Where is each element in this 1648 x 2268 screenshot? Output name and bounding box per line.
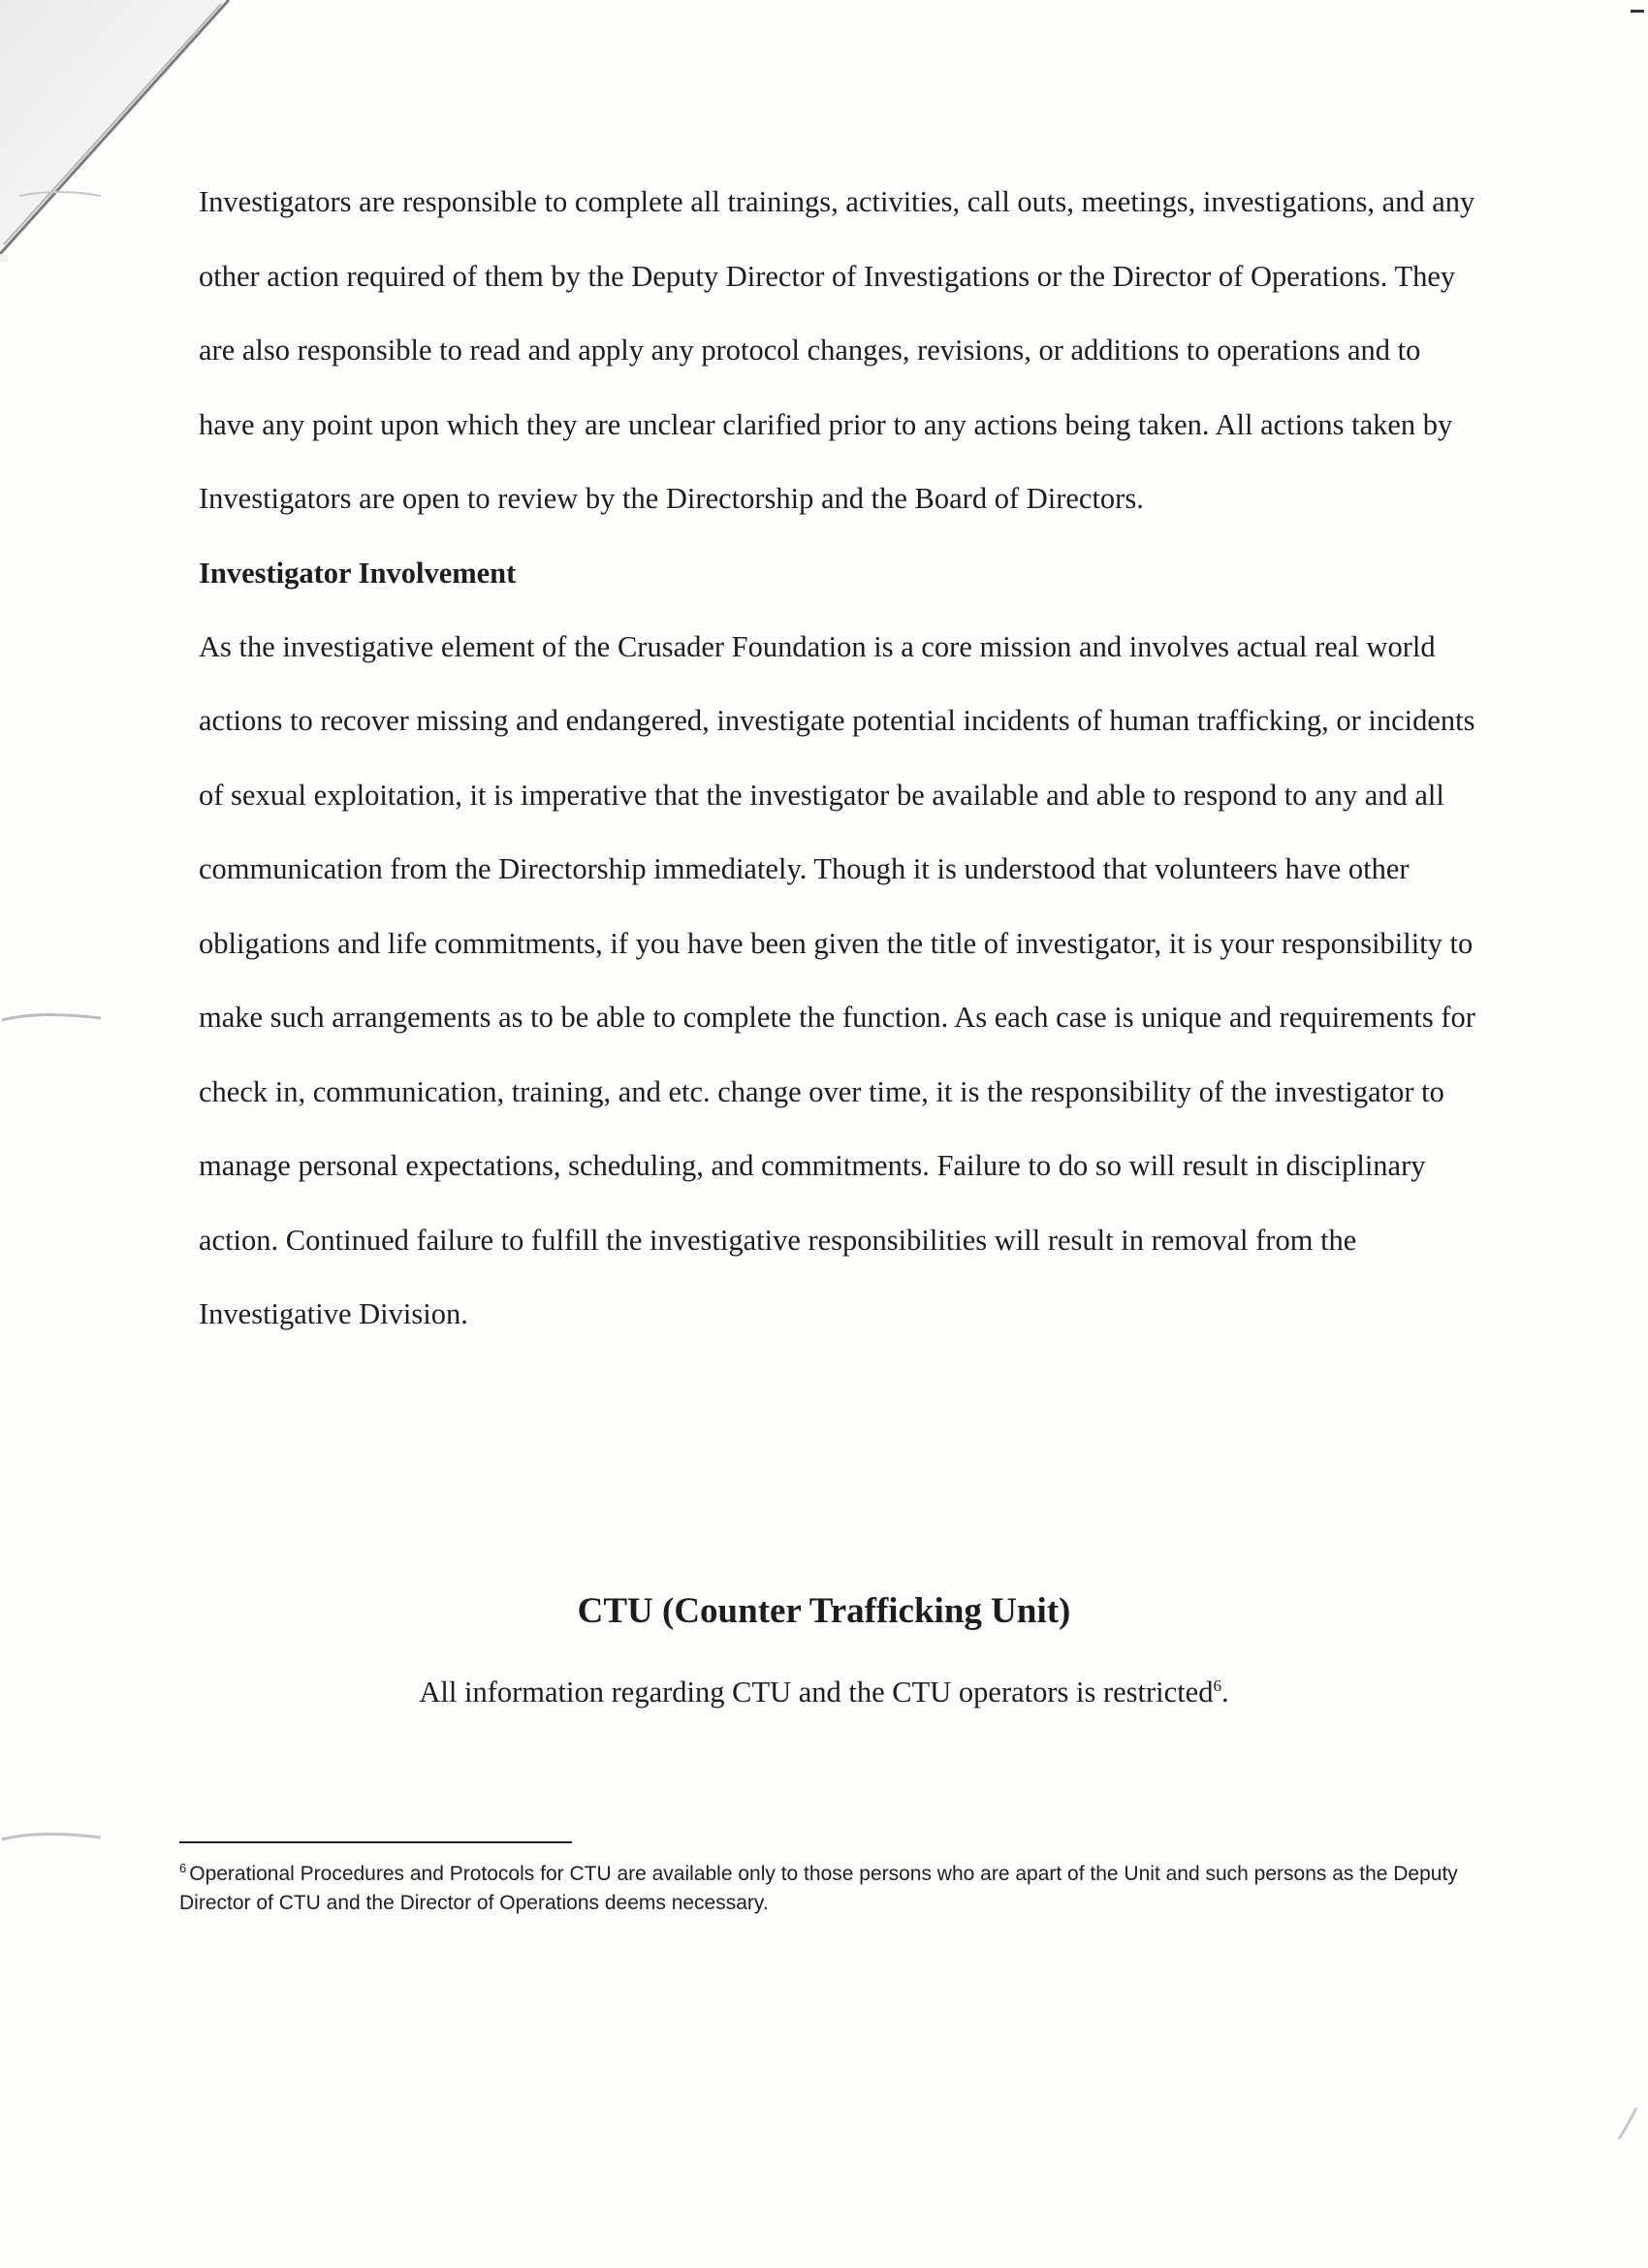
ctu-section-title: CTU (Counter Trafficking Unit) (577, 1591, 1071, 1631)
footnote (179, 1860, 1469, 1918)
scan-smudge-mark (0, 184, 107, 200)
involvement-paragraph: As the investigative element of the Crusader Foundation is a core mission and involves actual real world actions to recover missing and endangered, investigate potential incidents of human trafficking, or incidents of sexual exploitation, it is imperative that the investigator be available and able to respond to any and all communication from the Directorship immediately. Though it is understood that volunteers have other obligations and life commitments, if you have been given the title of investigator, it is your responsibility to make such arrangements as to be able to complete the function. As each case is unique and requirements for check in, communication, training, and etc. change over time, it is the responsibility of the investigator to manage personal expectations, scheduling, and commitments. Failure to do so will result in disciplinary action. Continued failure to fulfill the investigative responsibilities will result in removal from the Investigative Division. (199, 629, 1475, 1330)
footnote-text: Operational Procedures and Protocols for CTU are available only to those persons who are apart of the Unit and such persons as the Deputy Director of CTU and the Director of Operations deems necessary. (179, 1863, 1458, 1914)
section-heading: Investigator Involvement (199, 556, 517, 590)
ctu-restriction-sentence: All information regarding CTU and the CTU operators is restricted (419, 1676, 1214, 1709)
footnote-separator (179, 1841, 572, 1843)
scan-smudge-mark (1615, 2104, 1640, 2143)
scan-smudge-mark (0, 1008, 107, 1024)
ctu-restriction-text (0, 1676, 1648, 1709)
folded-corner-artifact (0, 0, 233, 262)
document-body (199, 165, 1478, 1352)
edge-mark (1631, 10, 1644, 13)
footnote-reference[interactable]: 6 (1213, 1676, 1221, 1695)
footnote-number: 6 (179, 1861, 187, 1875)
responsibilities-paragraph: Investigators are responsible to complete all trainings, activities, call outs, meetings, investigations, and any other action required of them by the Deputy Director of Investigations or the Director of Operations. They are also responsible to read and apply any protocol changes, revisions, or additions to operations and to have any point upon which they are unclear clarified prior to any actions being taken. All actions taken by Investigators are open to review by the Directorship and the Board of Directors. (199, 185, 1475, 515)
sentence-end: . (1220, 1676, 1229, 1709)
scan-smudge-mark (0, 1828, 107, 1843)
